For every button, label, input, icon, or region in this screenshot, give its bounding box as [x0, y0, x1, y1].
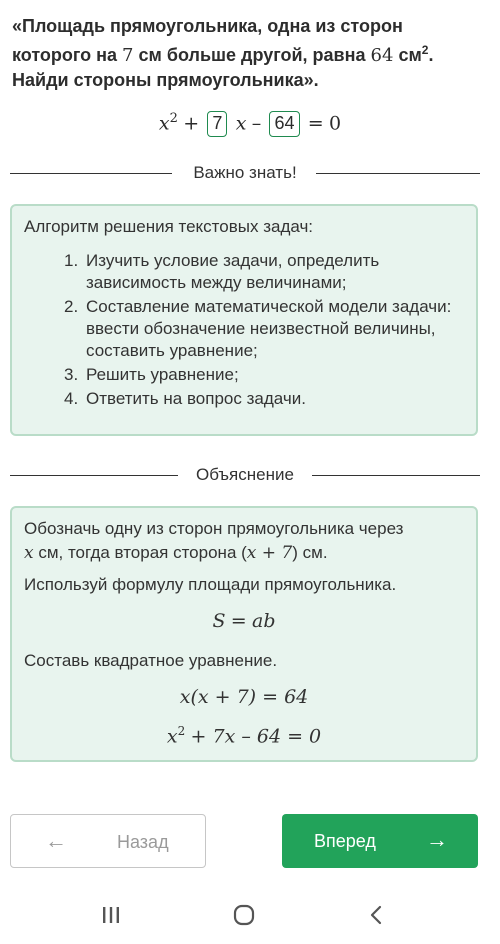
list-item: 2. Составление математической модели задачи: ввести обозначение неизвестной величины, составить уравнение;: [64, 297, 452, 360]
problem-line-3: Найди стороны прямоугольника».: [12, 70, 319, 90]
divider-explanation-label: Объяснение: [196, 465, 294, 484]
explanation-card: [10, 506, 478, 762]
recent-apps-icon[interactable]: [98, 902, 124, 928]
next-button-label: Вперед: [314, 831, 376, 851]
algorithm-title: Алгоритм решения текстовых задач:: [24, 217, 314, 236]
back-button-label: Назад: [117, 832, 169, 852]
list-item: 4. Ответить на вопрос задачи.: [64, 389, 306, 408]
divider-line-right: [312, 475, 480, 476]
home-icon[interactable]: [230, 902, 258, 928]
explanation-p3: Составь квадратное уравнение.: [24, 651, 278, 670]
answer-box-constant[interactable]: 64: [269, 111, 299, 137]
divider-explanation: [10, 464, 480, 488]
problem-line-2: которого на 7 см больше другой, равна 64 $см^2$.: [12, 43, 434, 66]
answer-box-coefficient[interactable]: 7: [207, 111, 227, 137]
equation-step-1: x(x + 7) = 64: [179, 686, 309, 708]
area-formula: S = ab: [212, 610, 276, 632]
algorithm-list: [64, 250, 474, 412]
problem-number-7: 7: [122, 45, 134, 66]
divider-line-right: [316, 173, 480, 174]
next-button[interactable]: [282, 814, 478, 868]
equation-step-2: $x^2 + 7x - 64 = 0$: [166, 724, 322, 748]
list-item: 1. Изучить условие задачи, определить зависимость между величинами;: [64, 251, 380, 292]
divider-important-label: Важно знать!: [193, 163, 297, 182]
arrow-left-icon: ←: [45, 828, 67, 853]
important-card: [10, 204, 478, 436]
system-nav-bar: [0, 890, 500, 944]
explanation-p1-line1: Обозначь одну из сторон прямоугольника через: [24, 519, 404, 538]
problem-area: 64: [370, 45, 394, 66]
problem-line-1: «Площадь прямоугольника, одна из сторон: [12, 16, 403, 36]
back-icon[interactable]: [364, 902, 390, 928]
answer-equation: $x^2 + 7$ x – 64 = 0: [0, 104, 500, 134]
explanation-p2: Используй формулу площади прямоугольника.: [24, 575, 397, 594]
back-button[interactable]: [10, 814, 206, 868]
divider-important: [10, 162, 480, 186]
list-item: 3. Решить уравнение;: [64, 365, 239, 384]
explanation-p1-line2: x см, тогда вторая сторона (x + 7) см.: [24, 543, 328, 563]
problem-statement: [12, 14, 492, 92]
arrow-right-icon: →: [426, 827, 448, 852]
